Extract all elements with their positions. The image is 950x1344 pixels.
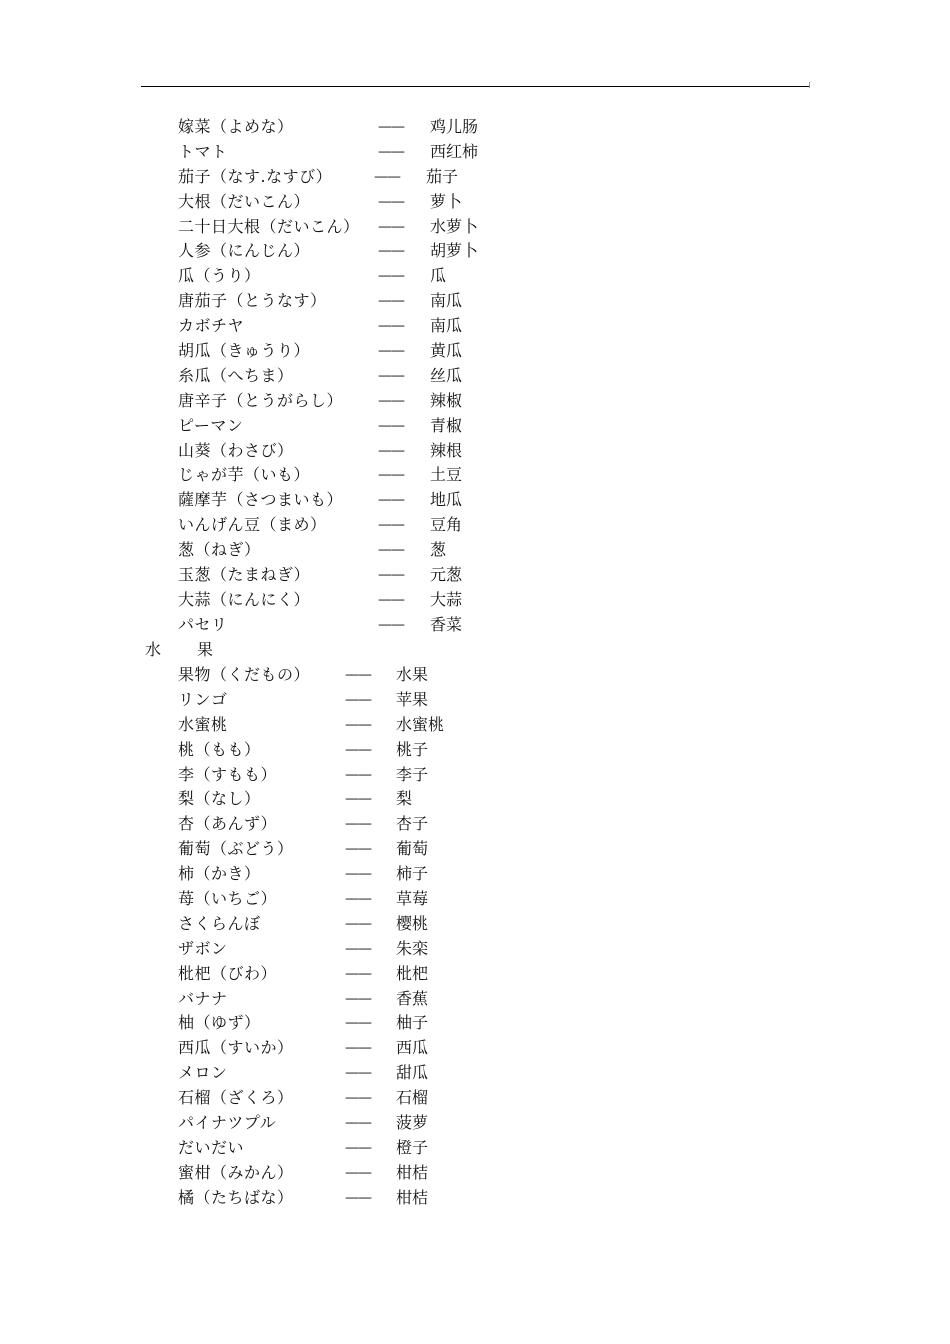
list-item bbox=[0, 912, 950, 937]
list-item bbox=[0, 1161, 950, 1186]
chinese-term: 鸡儿肠 bbox=[430, 117, 479, 136]
chinese-term: 丝瓜 bbox=[430, 365, 463, 385]
japanese-term: 瓜（うり） bbox=[178, 266, 261, 286]
dash-separator: —— bbox=[345, 866, 371, 883]
chinese-term: 西瓜 bbox=[396, 1038, 429, 1058]
vegetable-list bbox=[0, 115, 950, 638]
list-item bbox=[0, 663, 950, 688]
chinese-term: 辣根 bbox=[430, 440, 463, 460]
chinese-term: 葱 bbox=[430, 540, 447, 560]
list-item bbox=[0, 1136, 950, 1161]
dash-separator: —— bbox=[345, 816, 371, 833]
chinese-term: 土豆 bbox=[430, 465, 463, 485]
dash-separator: —— bbox=[378, 268, 404, 285]
dash-separator: —— bbox=[345, 1065, 371, 1082]
dash-separator: —— bbox=[378, 318, 404, 335]
dash-separator: —— bbox=[345, 741, 371, 758]
header-rule-tick bbox=[809, 82, 810, 88]
dash-separator: —— bbox=[378, 567, 404, 584]
section-heading-char: 果 bbox=[197, 640, 214, 659]
japanese-term: トマト bbox=[178, 141, 228, 161]
japanese-term: 梨（なし） bbox=[178, 789, 261, 809]
chinese-term: 青椒 bbox=[430, 415, 463, 435]
list-item bbox=[0, 1036, 950, 1061]
list-item bbox=[0, 215, 950, 240]
chinese-term: 柑桔 bbox=[396, 1162, 429, 1182]
dash-separator: —— bbox=[345, 1164, 371, 1181]
list-item bbox=[0, 389, 950, 414]
chinese-term: 水萝卜 bbox=[430, 216, 479, 236]
japanese-term: ザボン bbox=[178, 938, 228, 958]
list-item bbox=[0, 289, 950, 314]
chinese-term: 元葱 bbox=[430, 565, 463, 585]
list-item bbox=[0, 1086, 950, 1111]
chinese-term: 苹果 bbox=[396, 689, 429, 709]
japanese-term: 大蒜（にんにく） bbox=[178, 589, 311, 609]
japanese-term: 胡瓜（きゅうり） bbox=[178, 341, 311, 361]
header-rule bbox=[141, 86, 809, 87]
dash-separator: —— bbox=[345, 1090, 371, 1107]
japanese-term: 橘（たちばな） bbox=[178, 1187, 294, 1207]
dash-separator: —— bbox=[378, 442, 404, 459]
chinese-term: 西红柿 bbox=[430, 141, 479, 161]
dash-separator: —— bbox=[378, 193, 404, 210]
list-item bbox=[0, 837, 950, 862]
list-item bbox=[0, 862, 950, 887]
japanese-term: 嫁菜（よめな） bbox=[178, 117, 294, 136]
list-item bbox=[0, 812, 950, 837]
dash-separator: —— bbox=[345, 691, 371, 708]
list-item bbox=[0, 513, 950, 538]
chinese-term: 瓜 bbox=[430, 266, 447, 286]
japanese-term: だいだい bbox=[178, 1137, 245, 1157]
dash-separator: —— bbox=[378, 143, 404, 160]
dash-separator: —— bbox=[345, 766, 371, 783]
chinese-term: 梨 bbox=[396, 789, 413, 809]
dash-separator: —— bbox=[345, 1040, 371, 1057]
chinese-term: 豆角 bbox=[430, 515, 463, 535]
japanese-term: 桃（もも） bbox=[178, 739, 261, 759]
list-item bbox=[0, 887, 950, 912]
japanese-term: 茄子（なす.なすび） bbox=[178, 166, 333, 186]
dash-separator: —— bbox=[345, 965, 371, 982]
japanese-term: 苺（いちご） bbox=[178, 889, 278, 909]
list-item bbox=[0, 264, 950, 289]
japanese-term: 柿（かき） bbox=[178, 864, 261, 884]
list-item bbox=[0, 538, 950, 563]
chinese-term: 大蒜 bbox=[430, 589, 463, 609]
list-item bbox=[0, 364, 950, 389]
dash-separator: —— bbox=[378, 517, 404, 534]
dash-separator: —— bbox=[378, 392, 404, 409]
japanese-term: 葱（ねぎ） bbox=[178, 540, 261, 560]
chinese-term: 黄瓜 bbox=[430, 341, 463, 361]
list-item bbox=[0, 140, 950, 165]
chinese-term: 枇杷 bbox=[396, 963, 429, 983]
chinese-term: 香蕉 bbox=[396, 988, 429, 1008]
japanese-term: 葡萄（ぶどう） bbox=[178, 839, 294, 859]
japanese-term: 唐茄子（とうなす） bbox=[178, 291, 327, 311]
dash-separator: —— bbox=[378, 293, 404, 310]
japanese-term: 薩摩芋（さつまいも） bbox=[178, 490, 344, 510]
dash-separator: —— bbox=[345, 990, 371, 1007]
chinese-term: 樱桃 bbox=[396, 913, 429, 933]
chinese-term: 萝卜 bbox=[430, 191, 463, 211]
dash-separator: —— bbox=[378, 367, 404, 384]
list-item bbox=[0, 115, 950, 140]
list-item bbox=[0, 190, 950, 215]
dash-separator: —— bbox=[345, 716, 371, 733]
list-item bbox=[0, 414, 950, 439]
japanese-term: 西瓜（すいか） bbox=[178, 1038, 294, 1058]
chinese-term: 水蜜桃 bbox=[396, 714, 445, 734]
chinese-term: 地瓜 bbox=[430, 490, 463, 510]
dash-separator: —— bbox=[345, 915, 371, 932]
dash-separator: —— bbox=[378, 417, 404, 434]
japanese-term: 二十日大根（だいこん） bbox=[178, 216, 360, 236]
chinese-term: 朱栾 bbox=[396, 938, 429, 958]
dash-separator: —— bbox=[378, 542, 404, 559]
fruit-list bbox=[0, 663, 950, 1211]
list-item bbox=[0, 613, 950, 638]
japanese-term: リンゴ bbox=[178, 689, 228, 709]
list-item bbox=[0, 339, 950, 364]
dash-separator: —— bbox=[378, 218, 404, 235]
japanese-term: 山葵（わさび） bbox=[178, 440, 294, 460]
chinese-term: 李子 bbox=[396, 764, 429, 784]
chinese-term: 胡萝卜 bbox=[430, 241, 479, 261]
chinese-term: 草莓 bbox=[396, 889, 429, 909]
dash-separator: —— bbox=[378, 492, 404, 509]
dash-separator: —— bbox=[345, 940, 371, 957]
list-item bbox=[0, 1111, 950, 1136]
dash-separator: —— bbox=[378, 467, 404, 484]
dash-separator: —— bbox=[345, 891, 371, 908]
japanese-term: さくらんぼ bbox=[178, 913, 261, 933]
list-item bbox=[0, 588, 950, 613]
japanese-term: パイナツプル bbox=[178, 1113, 277, 1133]
list-item bbox=[0, 165, 950, 190]
chinese-term: 石榴 bbox=[396, 1088, 429, 1108]
dash-separator: —— bbox=[345, 1115, 371, 1132]
list-item bbox=[0, 937, 950, 962]
list-item bbox=[0, 314, 950, 339]
dash-separator: —— bbox=[378, 591, 404, 608]
chinese-term: 辣椒 bbox=[430, 390, 463, 410]
list-item bbox=[0, 563, 950, 588]
dash-separator: —— bbox=[345, 667, 371, 683]
list-item bbox=[0, 1011, 950, 1036]
chinese-term: 杏子 bbox=[396, 814, 429, 834]
japanese-term: カボチヤ bbox=[178, 316, 245, 336]
list-item bbox=[0, 763, 950, 788]
japanese-term: バナナ bbox=[178, 988, 228, 1008]
japanese-term: パセリ bbox=[178, 614, 228, 634]
japanese-term: じゃが芋（いも） bbox=[178, 465, 311, 485]
japanese-term: 玉葱（たまねぎ） bbox=[178, 565, 311, 585]
chinese-term: 柑桔 bbox=[396, 1187, 429, 1207]
list-item bbox=[0, 738, 950, 763]
chinese-term: 菠萝 bbox=[396, 1113, 429, 1133]
chinese-term: 柚子 bbox=[396, 1013, 429, 1033]
japanese-term: 唐辛子（とうがらし） bbox=[178, 390, 344, 410]
list-item bbox=[0, 463, 950, 488]
dash-separator: —— bbox=[378, 343, 404, 360]
japanese-term: 蜜柑（みかん） bbox=[178, 1162, 294, 1182]
dash-separator: —— bbox=[345, 1189, 371, 1206]
japanese-term: 果物（くだもの） bbox=[178, 665, 311, 684]
japanese-term: 柚（ゆず） bbox=[178, 1013, 261, 1033]
dash-separator: —— bbox=[345, 1015, 371, 1032]
list-item bbox=[0, 688, 950, 713]
japanese-term: 大根（だいこん） bbox=[178, 191, 311, 211]
dash-separator: —— bbox=[378, 616, 404, 633]
section-heading-char: 水 bbox=[145, 640, 162, 659]
list-item bbox=[0, 1061, 950, 1086]
list-item bbox=[0, 987, 950, 1012]
list-item bbox=[0, 787, 950, 812]
chinese-term: 水果 bbox=[396, 665, 429, 684]
chinese-term: 桃子 bbox=[396, 739, 429, 759]
japanese-term: 枇杷（びわ） bbox=[178, 963, 278, 983]
list-item bbox=[0, 488, 950, 513]
chinese-term: 葡萄 bbox=[396, 839, 429, 859]
japanese-term: 李（すもも） bbox=[178, 764, 278, 784]
dash-separator: —— bbox=[345, 791, 371, 808]
chinese-term: 橙子 bbox=[396, 1137, 429, 1157]
list-item bbox=[0, 713, 950, 738]
japanese-term: 人参（にんじん） bbox=[178, 241, 311, 261]
chinese-term: 南瓜 bbox=[430, 291, 463, 311]
japanese-term: いんげん豆（まめ） bbox=[178, 515, 327, 535]
dash-separator: —— bbox=[374, 168, 400, 185]
dash-separator: —— bbox=[345, 841, 371, 858]
chinese-term: 柿子 bbox=[396, 864, 429, 884]
chinese-term: 茄子 bbox=[426, 166, 459, 186]
list-item bbox=[0, 239, 950, 264]
chinese-term: 甜瓜 bbox=[396, 1063, 429, 1083]
dash-separator: —— bbox=[378, 119, 404, 135]
dash-separator: —— bbox=[345, 1139, 371, 1156]
japanese-term: メロン bbox=[178, 1063, 228, 1083]
japanese-term: 杏（あんず） bbox=[178, 814, 278, 834]
chinese-term: 香菜 bbox=[430, 614, 463, 634]
japanese-term: 水蜜桃 bbox=[178, 714, 228, 734]
list-item bbox=[0, 1186, 950, 1211]
chinese-term: 南瓜 bbox=[430, 316, 463, 336]
dash-separator: —— bbox=[378, 243, 404, 260]
japanese-term: ピーマン bbox=[178, 415, 244, 435]
list-item bbox=[0, 962, 950, 987]
japanese-term: 石榴（ざくろ） bbox=[178, 1088, 294, 1108]
list-item bbox=[0, 439, 950, 464]
japanese-term: 糸瓜（へちま） bbox=[178, 365, 294, 385]
